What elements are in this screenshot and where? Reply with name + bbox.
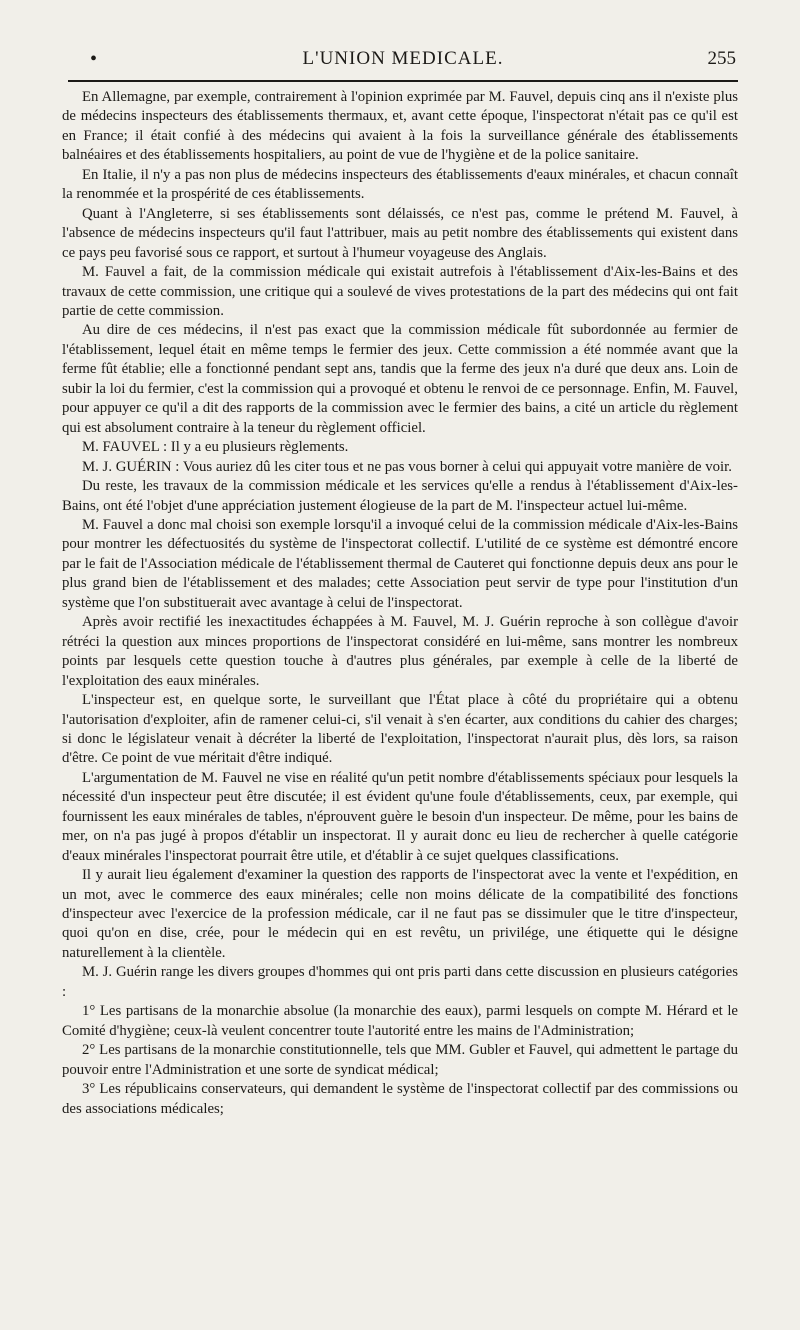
paragraph: Quant à l'Angleterre, si ses établissements sont délaissés, ce n'est pas, comme le prétend M. Fauvel, à l'absence de médecins inspecteurs qu'il faut l'attribuer, mais au petit nombre des établissements qui existent dans ce pays peu favorisé sous ce rapport, et surtout à l'humeur voyageuse des Anglais. [62,205,738,261]
paragraph: M. J. GUÉRIN : Vous auriez dû les citer tous et ne pas vous borner à celui qui appuyait votre manière de voir. [82,458,732,475]
paragraph: Après avoir rectifié les inexactitudes échappées à M. Fauvel, M. J. Guérin reproche à son collègue d'avoir rétréci la question aux minces proportions de l'inspectorat considéré en lui-même, sans montrer les nombreux points par lesquels cette question touche à d'autres plus générales, par exemple à celle de la liberté de l'exploitation des eaux minérales. [62,614,738,689]
paragraph: 2° Les partisans de la monarchie constitutionnelle, tels que MM. Gubler et Fauvel, qui admettent le partage du pouvoir entre l'Administration et une sorte de syndicat médical; [62,1042,738,1078]
paragraph: L'argumentation de M. Fauvel ne vise en réalité qu'un petit nombre d'établissements spéciaux pour lesquels la nécessité d'un inspecteur peut être discutée; il est évident qu'une foule d'établissements, ceux, par exemple, qui fournissent les eaux minérales de tables, n'éprouvent guère le besoin d'un inspecteur. De même, pour les bains de mer, on n'a pas jugé à propos d'établir un inspectorat. Il y aurait donc eu lieu de rechercher à quelle catégorie d'eaux minérales l'inspectorat pourrait être utile, et d'établir à ce sujet quelques classifications. [62,769,738,864]
header-rule [68,80,738,82]
paragraph: Il y aurait lieu également d'examiner la question des rapports de l'inspectorat avec la vente et l'expédition, en un mot, avec le commerce des eaux minérales; celle non moins délicate de la compatibilité des fonctions d'inspecteur avec l'exercice de la profession médicale, car il ne faut pas se dissimuler que le titre d'inspecteur, quoi qu'on en dise, crée, pour le médecin qui en est revêtu, un privilége, une étiquette qui le désigne naturellement à la clientèle. [62,867,738,961]
article-body [62,88,738,1119]
paragraph: M. J. Guérin range les divers groupes d'hommes qui ont pris parti dans cette discussion en plusieurs catégories : [62,964,738,1000]
paragraph: 1° Les partisans de la monarchie absolue (la monarchie des eaux), parmi lesquels on compte M. Hérard et le Comité d'hygiène; ceux-là veulent concentrer toute l'autorité entre les mains de l'Administration; [62,1003,738,1039]
paragraph: M. FAUVEL : Il y a eu plusieurs règlements. [82,439,349,456]
paragraph: En Italie, il n'y a pas non plus de médecins inspecteurs des établissements d'eaux minérales, et chacun connaît la renommée et la prospérité de ces établissements. [62,166,738,203]
paragraph: En Allemagne, par exemple, contrairement à l'opinion exprimée par M. Fauvel, depuis cinq ans il n'existe plus de médecins inspecteurs des établissements thermaux, et, avant cette époque, l'inspectorat n'était pas ce qu'il est en France; il était confié à des médecins qui avaient à la fois la surveillance générale des établissements balnéaires et des établissements hospitaliers, au point de vue de l'hygiène et de la police sanitaire. [62,89,738,164]
paragraph: Au dire de ces médecins, il n'est pas exact que la commission médicale fût subordonnée au fermier de l'établissement, lequel était en même temps le fermier des jeux. Cette commission a été nommée avant que la ferme fût établie; elle a fonctionné pendant sept ans, tandis que la ferme des jeux n'a duré que deux ans. Loin de subir la loi du fermier, c'est la commission qui a provoqué et obtenu le renvoi de ce personnage. Enfin, M. Fauvel, pour appuyer ce qu'il a dit des rapports de la commission avec le fermier des bains, a cité un article du règlement qui est absolument contraire à la teneur du règlement officiel. [62,322,738,436]
header-marker: • [90,48,98,70]
page-number: 255 [707,48,736,69]
paragraph: L'inspecteur est, en quelque sorte, le surveillant que l'État place à côté du propriétaire qui a obtenu l'autorisation d'exploiter, afin de ramener celui-ci, s'il venait à s'en écarter, aux conditions du cahier des charges; si donc le législateur venait à décréter la liberté de l'exploitation, l'inspectorat n'aurait plus, dès lors, sa raison d'être. Ce point de vue méritait d'être indiqué. [62,692,738,767]
running-header [68,44,738,78]
paragraph: M. Fauvel a fait, de la commission médicale qui existait autrefois à l'établissement d'Aix-les-Bains et des travaux de cette commission, une critique qui a soulevé de vives protestations de la part des médecins qui ont fait partie de cette commission. [62,264,738,319]
paragraph: Du reste, les travaux de la commission médicale et les services qu'elle a rendus à l'établissement d'Aix-les-Bains, ont été l'objet d'une appréciation justement élogieuse de la part de M. l'inspecteur actuel lui-même. [62,478,738,514]
running-title: L'UNION MEDICALE. [302,48,504,69]
paragraph: M. Fauvel a donc mal choisi son exemple lorsqu'il a invoqué celui de la commission médicale d'Aix-les-Bains pour montrer les défectuosités du système de l'inspectorat collectif. L'utilité de ce système est démontré encore par le fait de l'Association médicale de l'établissement thermal de Cauteret qui fonctionne depuis deux ans pour le plus grand bien de l'établissement et des malades; cette Association peut servir de type pour l'institution d'un système que l'on substituerait avec avantage à celui de l'inspectorat. [62,516,738,611]
paragraph: 3° Les républicains conservateurs, qui demandent le système de l'inspectorat collectif par des commissions ou des associations médicales; [62,1081,738,1117]
